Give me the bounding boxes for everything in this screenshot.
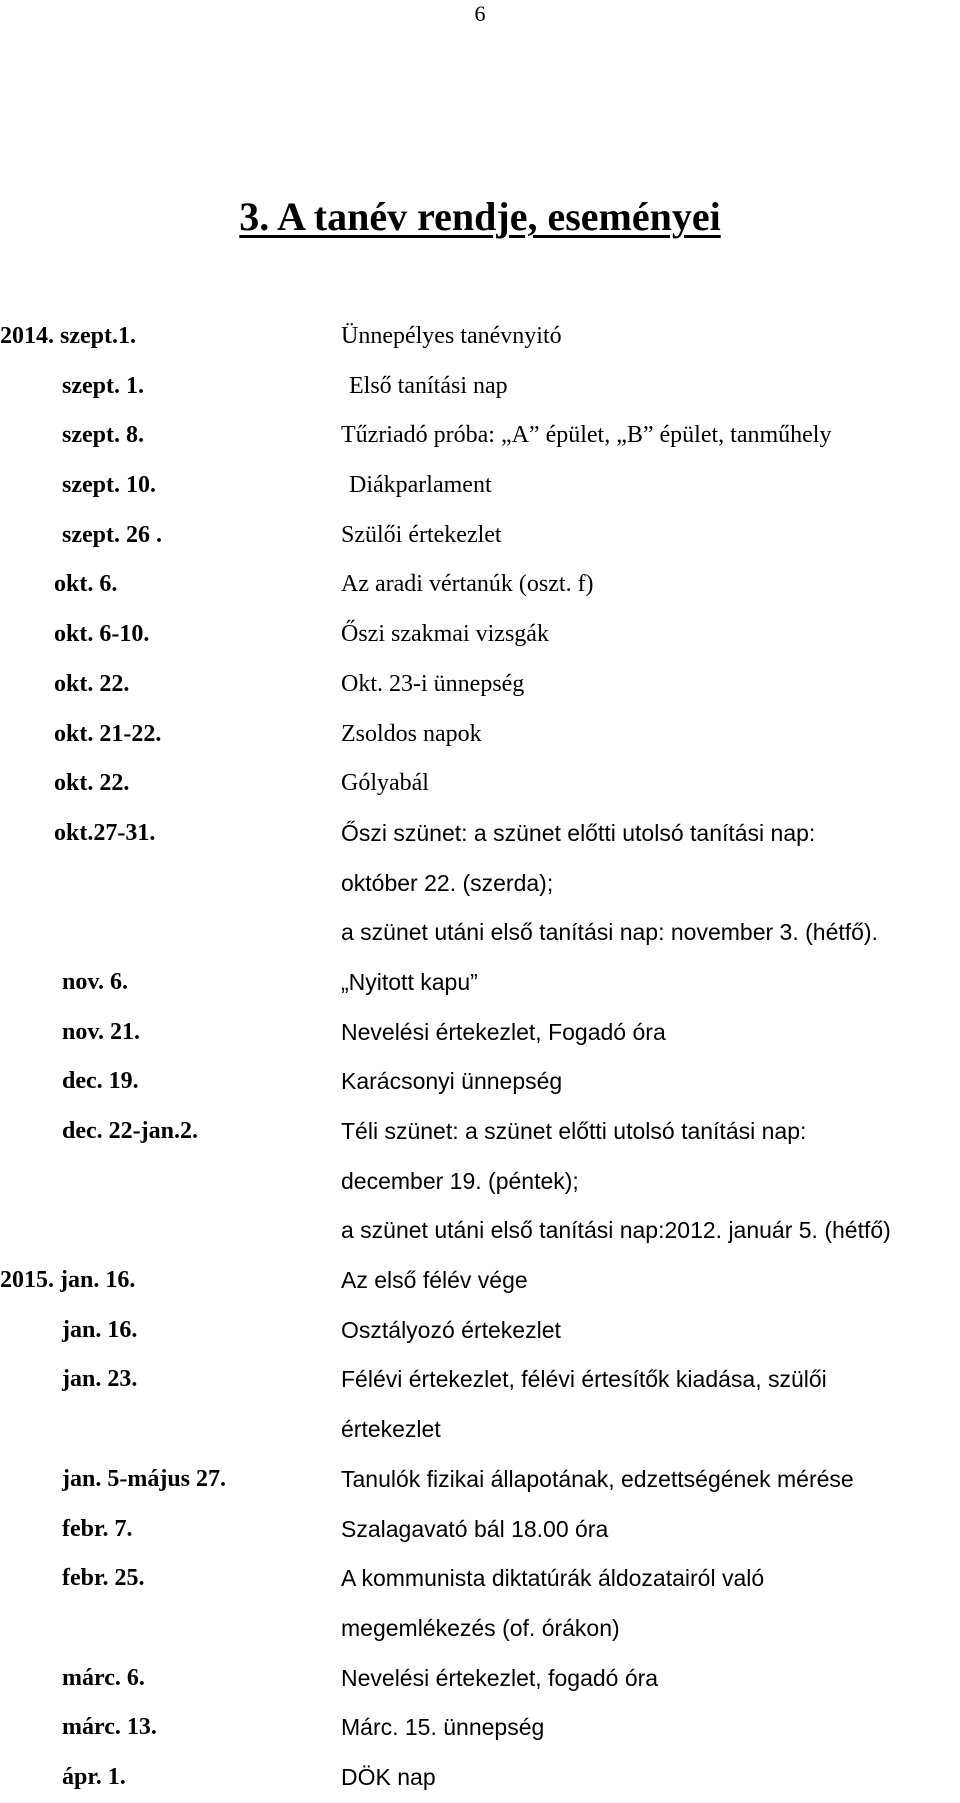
event-description: Szalagavató bál 18.00 óra bbox=[341, 1515, 609, 1542]
schedule-row bbox=[0, 1604, 960, 1654]
event-description: Az első félév vége bbox=[341, 1267, 528, 1294]
schedule-row bbox=[0, 610, 960, 660]
schedule-row bbox=[0, 1505, 960, 1555]
event-description: december 19. (péntek); bbox=[341, 1167, 579, 1194]
event-date: jan. 23. bbox=[62, 1366, 138, 1393]
event-description: Okt. 23-i ünnepség bbox=[341, 670, 525, 697]
schedule-row bbox=[0, 560, 960, 610]
event-date: okt. 22. bbox=[54, 770, 130, 797]
event-description: Márc. 15. ünnepség bbox=[341, 1714, 545, 1741]
event-date: 2014. szept.1. bbox=[0, 323, 136, 349]
schedule-row bbox=[0, 1753, 960, 1803]
event-date: ápr. 1. bbox=[62, 1763, 126, 1790]
event-description: Őszi szünet: a szünet előtti utolsó tanítási nap: bbox=[341, 819, 816, 846]
schedule-row bbox=[0, 1157, 960, 1207]
event-description: megemlékezés (of. órákon) bbox=[341, 1614, 620, 1641]
event-date: szept. 8. bbox=[62, 422, 144, 449]
event-description: Ünnepélyes tanévnyitó bbox=[341, 323, 562, 349]
schedule-row bbox=[0, 1306, 960, 1356]
event-date: márc. 13. bbox=[62, 1714, 157, 1741]
event-description: „Nyitott kapu” bbox=[341, 968, 478, 995]
schedule-list bbox=[0, 312, 960, 1803]
event-date: jan. 5-május 27. bbox=[62, 1465, 227, 1492]
schedule-row bbox=[0, 958, 960, 1008]
event-date: febr. 7. bbox=[62, 1515, 133, 1542]
event-date: szept. 1. bbox=[62, 372, 144, 399]
event-date: jan. 16. bbox=[62, 1316, 138, 1343]
event-description: Téli szünet: a szünet előtti utolsó tanítási nap: bbox=[341, 1118, 807, 1144]
event-date: dec. 19. bbox=[62, 1068, 139, 1095]
event-description: Nevelési értekezlet, Fogadó óra bbox=[341, 1018, 666, 1045]
event-date: okt.27-31. bbox=[54, 819, 156, 846]
event-date: 2015. jan. 16. bbox=[0, 1267, 136, 1294]
event-description: Az aradi vértanúk (oszt. f) bbox=[341, 571, 594, 598]
event-description: Tűzriadó próba: „A” épület, „B” épület, tanműhely bbox=[341, 422, 832, 449]
event-date: okt. 6-10. bbox=[54, 621, 150, 648]
event-date: szept. 10. bbox=[62, 472, 156, 499]
schedule-row bbox=[0, 1355, 960, 1405]
event-description: értekezlet bbox=[341, 1416, 441, 1443]
schedule-row bbox=[0, 1654, 960, 1704]
event-description: a szünet utáni első tanítási nap: november 3. (hétfő). bbox=[341, 919, 878, 946]
schedule-row bbox=[0, 312, 960, 362]
schedule-row bbox=[0, 859, 960, 909]
event-description: Zsoldos napok bbox=[341, 720, 482, 747]
event-description: Félévi értekezlet, félévi értesítők kiadása, szülői bbox=[341, 1366, 827, 1393]
event-description: Diákparlament bbox=[349, 472, 492, 499]
event-date: okt. 21-22. bbox=[54, 720, 162, 747]
schedule-row bbox=[0, 1703, 960, 1753]
schedule-row bbox=[0, 1057, 960, 1107]
event-description: Gólyabál bbox=[341, 770, 429, 797]
page-title: 3. A tanév rendje, eseményei bbox=[239, 194, 721, 239]
event-description: A kommunista diktatúrák áldozatairól való bbox=[341, 1565, 765, 1592]
event-description: DÖK nap bbox=[341, 1763, 436, 1790]
event-description: Karácsonyi ünnepség bbox=[341, 1068, 563, 1095]
schedule-row bbox=[0, 759, 960, 809]
event-date: márc. 6. bbox=[62, 1664, 145, 1691]
event-date: nov. 6. bbox=[62, 968, 129, 995]
schedule-row bbox=[0, 461, 960, 511]
schedule-row bbox=[0, 1256, 960, 1306]
schedule-row bbox=[0, 1554, 960, 1604]
event-description: Osztályozó értekezlet bbox=[341, 1316, 561, 1343]
event-description: október 22. (szerda); bbox=[341, 869, 554, 896]
schedule-row bbox=[0, 411, 960, 461]
schedule-row bbox=[0, 1405, 960, 1455]
event-date: szept. 26 . bbox=[62, 521, 162, 548]
event-description: Őszi szakmai vizsgák bbox=[341, 621, 549, 648]
event-description: Első tanítási nap bbox=[349, 372, 508, 399]
schedule-row bbox=[0, 1206, 960, 1256]
event-date: dec. 22-jan.2. bbox=[62, 1118, 198, 1144]
event-date: febr. 25. bbox=[62, 1565, 145, 1592]
event-description: Szülői értekezlet bbox=[341, 521, 502, 548]
event-date: okt. 22. bbox=[54, 670, 130, 697]
schedule-row bbox=[0, 710, 960, 760]
schedule-row bbox=[0, 660, 960, 710]
schedule-row bbox=[0, 362, 960, 412]
event-description: Tanulók fizikai állapotának, edzettségének mérése bbox=[341, 1465, 854, 1492]
schedule-row bbox=[0, 908, 960, 958]
schedule-row bbox=[0, 511, 960, 561]
schedule-row bbox=[0, 809, 960, 859]
event-date: nov. 21. bbox=[62, 1018, 141, 1045]
schedule-row bbox=[0, 1455, 960, 1505]
event-description: a szünet utáni első tanítási nap:2012. január 5. (hétfő) bbox=[341, 1217, 891, 1244]
page-number: 6 bbox=[474, 1, 486, 26]
event-date: okt. 6. bbox=[54, 571, 118, 598]
event-description: Nevelési értekezlet, fogadó óra bbox=[341, 1664, 659, 1691]
schedule-row bbox=[0, 1008, 960, 1058]
schedule-row bbox=[0, 1107, 960, 1157]
